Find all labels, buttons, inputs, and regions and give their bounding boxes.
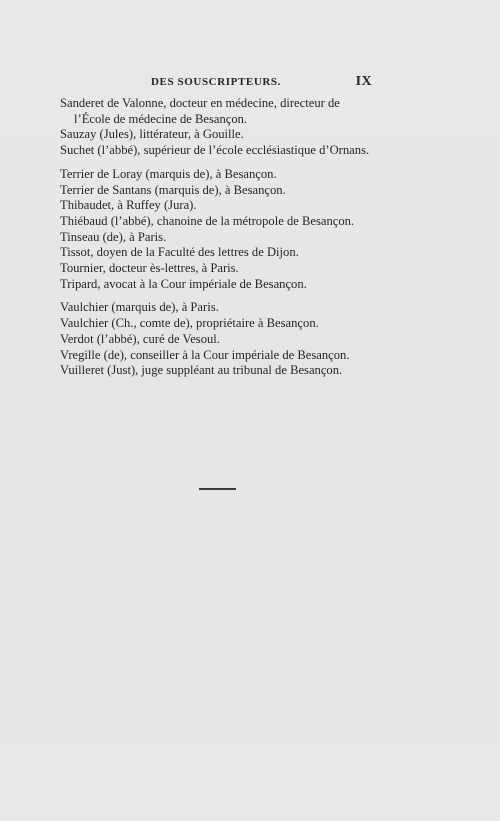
subscriber-entry: Verdot (l’abbé), curé de Vesoul. bbox=[60, 331, 220, 346]
end-rule bbox=[199, 488, 236, 490]
subscriber-entry: Vregille (de), conseiller à la Cour impériale de Besançon. bbox=[60, 347, 350, 362]
subscriber-entry: Sanderet de Valonne, docteur en médecine, directeur de l’École de médecine de Besançon. bbox=[60, 96, 340, 126]
subscriber-entry: Vaulchier (marquis de), à Paris. bbox=[60, 300, 219, 315]
subscriber-entry: Vuilleret (Just), juge suppléant au tribunal de Besançon. bbox=[60, 363, 343, 378]
subscriber-entry: Sauzay (Jules), littérateur, à Gouille. bbox=[60, 127, 244, 142]
subscriber-entry: Thiébaud (l’abbé), chanoine de la métropole de Besançon. bbox=[60, 213, 355, 228]
subscriber-entry: Tournier, docteur ès-lettres, à Paris. bbox=[60, 261, 239, 276]
subscriber-entry: Suchet (l’abbé), supérieur de l’école ecclésiastique d’Ornans. bbox=[60, 143, 370, 158]
subscriber-entry: Thibaudet, à Ruffey (Jura). bbox=[60, 198, 197, 213]
subscriber-list bbox=[60, 96, 376, 379]
subscriber-entry: Tissot, doyen de la Faculté des lettres de Dijon. bbox=[60, 245, 299, 260]
subscriber-group-s bbox=[60, 96, 376, 159]
subscriber-entry: Tripard, avocat à la Cour impériale de Besançon. bbox=[60, 276, 307, 291]
running-title: DES SOUSCRIPTEURS. bbox=[150, 76, 281, 88]
subscriber-entry: Vaulchier (Ch., comte de), propriétaire à Besançon. bbox=[60, 316, 319, 331]
subscriber-entry: Tinseau (de), à Paris. bbox=[60, 229, 167, 244]
subscriber-entry: Terrier de Santans (marquis de), à Besançon. bbox=[60, 182, 286, 197]
page-header bbox=[60, 76, 372, 94]
subscriber-group-v bbox=[60, 300, 376, 379]
subscriber-entry: Terrier de Loray (marquis de), à Besançon. bbox=[60, 166, 277, 181]
subscriber-group-t bbox=[60, 167, 376, 293]
page-number: IX bbox=[355, 74, 372, 89]
